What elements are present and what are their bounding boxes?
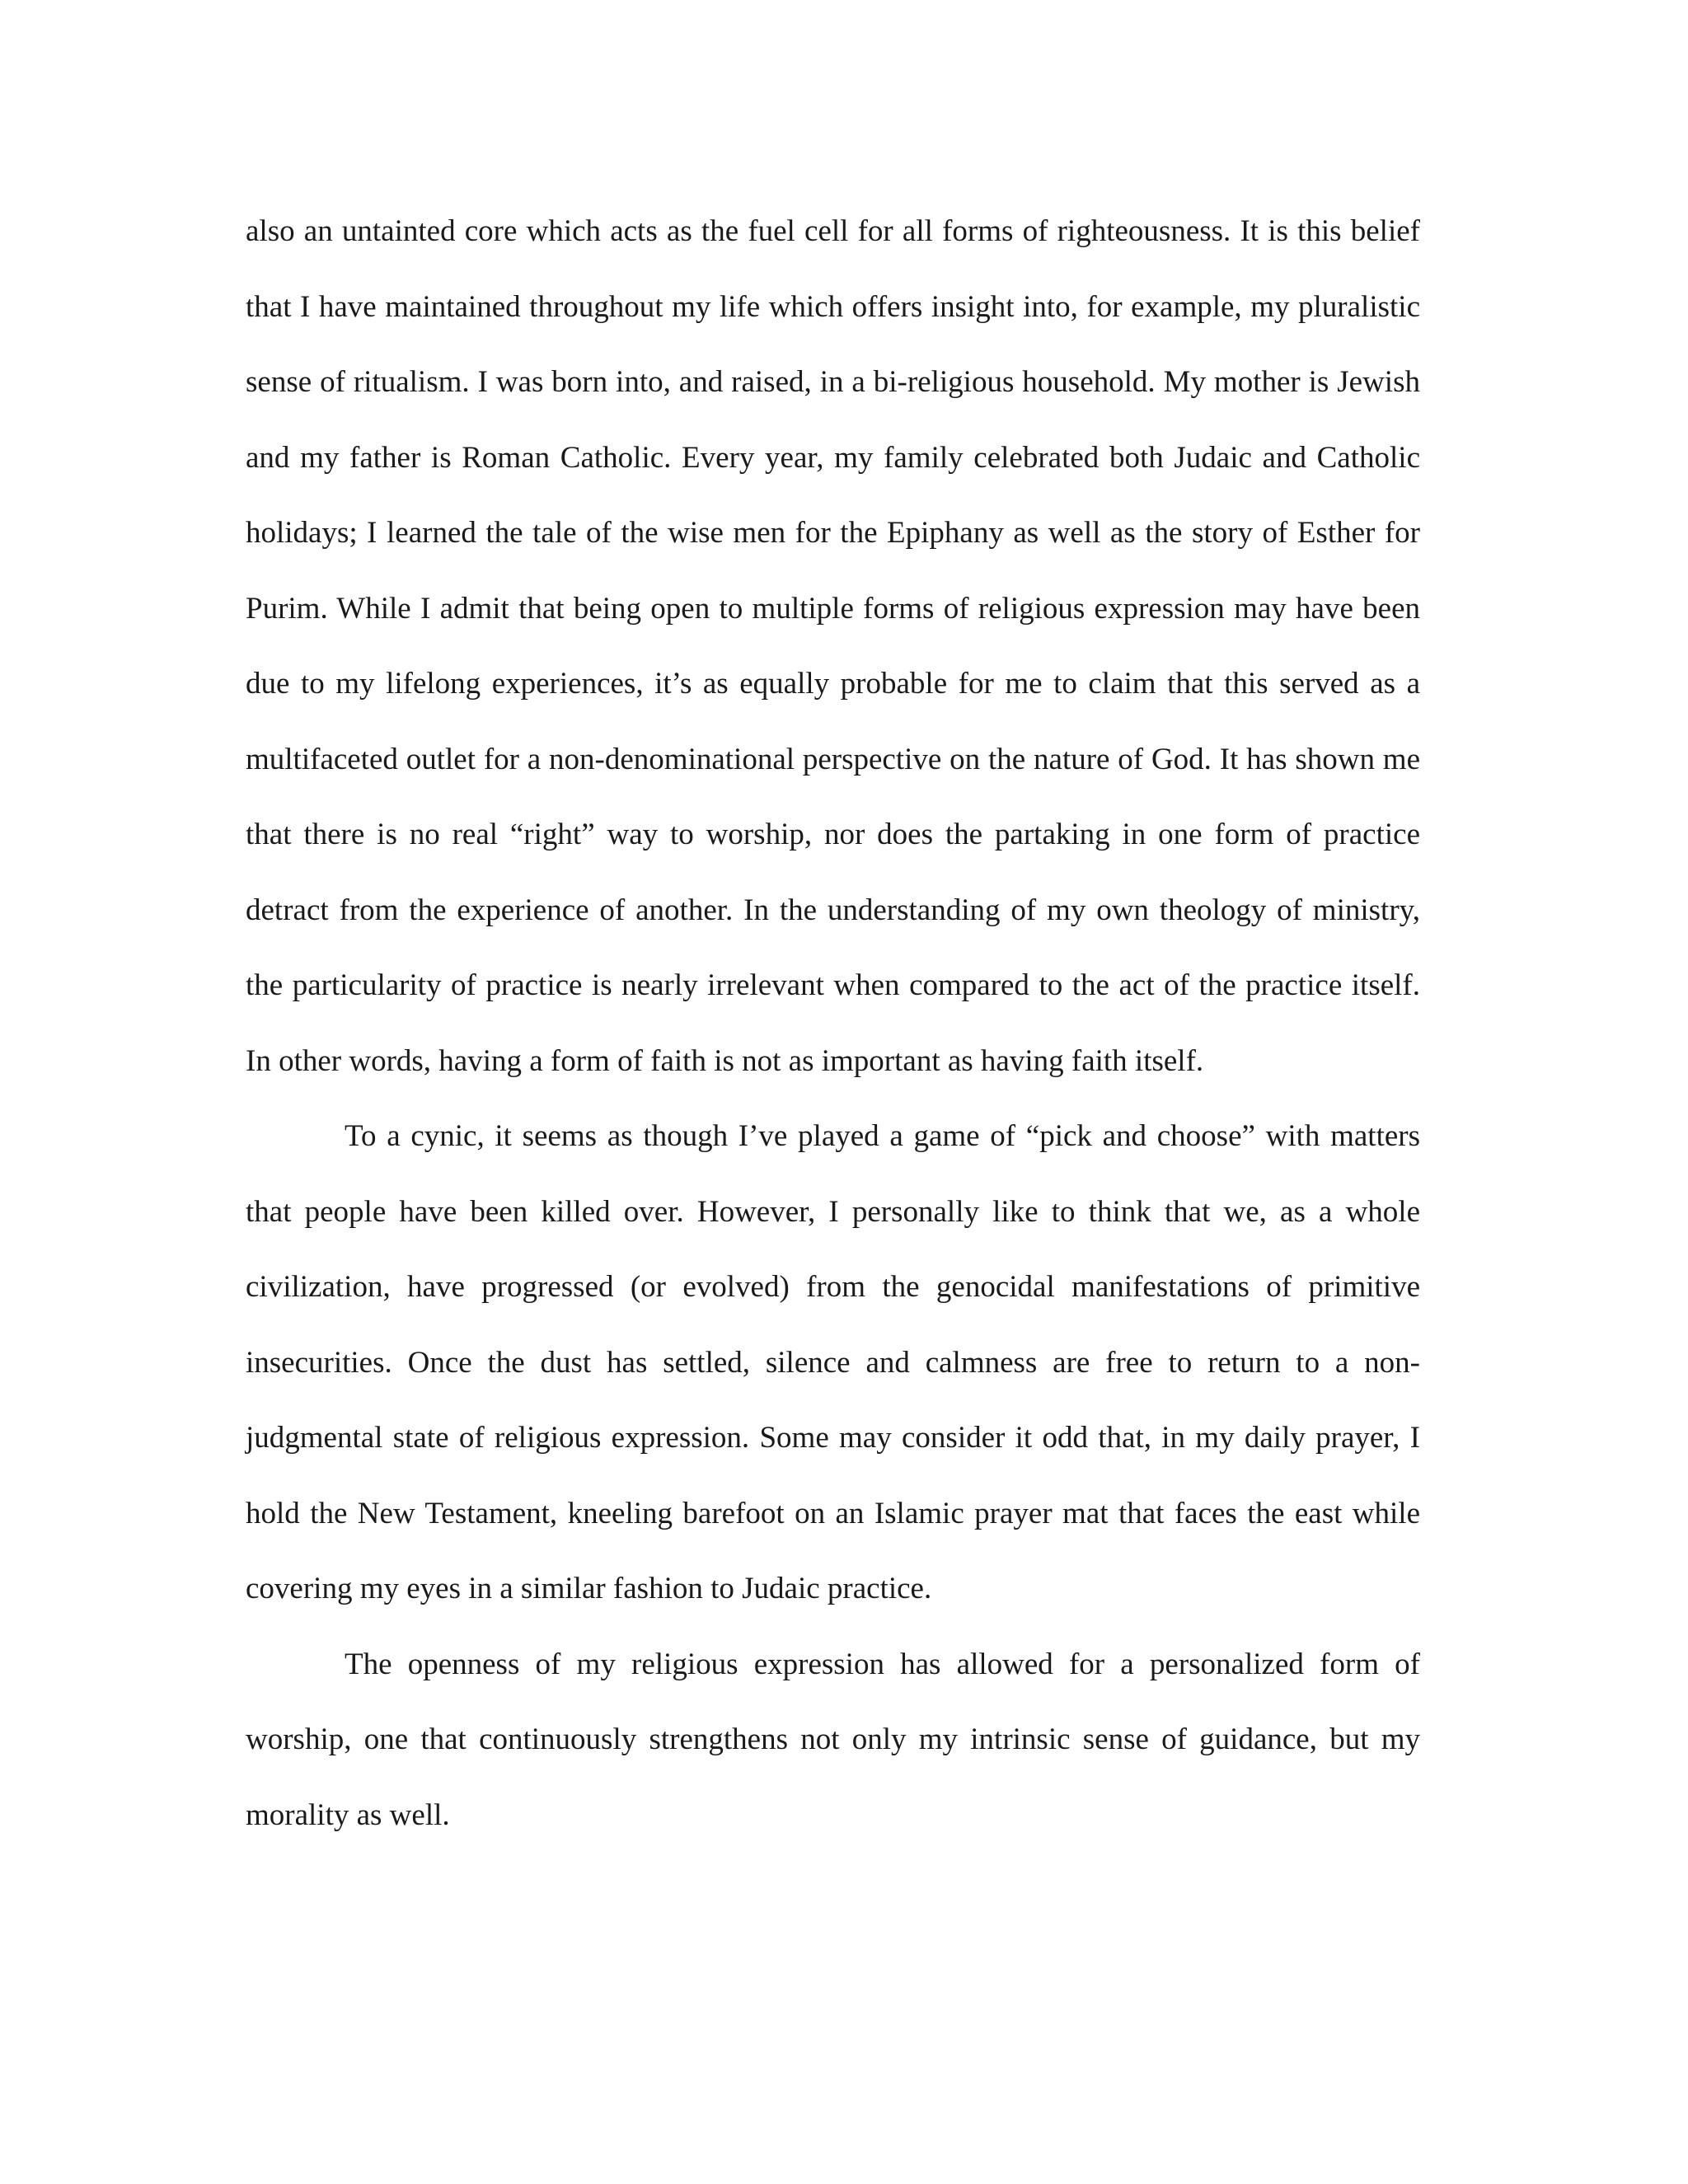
paragraph-3: The openness of my religious expression has allowed for a personalized form of worship, one that continuously strengthens not only my intrinsic sense of guidance, but my morality as well. [246,1647,1420,1832]
paragraph-1: also an untainted core which acts as the fuel cell for all forms of righteousness. It is this belief that I have maintained throughout my life which offers insight into, for example, my pluralistic sense of ritualism. I was born into, and raised, in a bi-religious household. My mother is Jewish and my father is Roman Catholic. Every year, my family celebrated both Judaic and Catholic holidays; I learned the tale of the wise men for the Epiphany as well as the story of Esther for Purim. While I admit that being open to multiple forms of religious expression may have been due to my lifelong experiences, it’s as equally probable for me to claim that this served as a multifaceted outlet for a non-denominational perspective on the nature of God. It has shown me that there is no real “right” way to worship, nor does the partaking in one form of practice detract from the experience of another. In the understanding of my own theology of ministry, the particularity of practice is nearly irrelevant when compared to the act of the practice itself. In other words, having a form of faith is not as important as having faith itself. [246,214,1420,1078]
paragraph-2: To a cynic, it seems as though I’ve played a game of “pick and choose” with matters that people have been killed over. However, I personally like to think that we, as a whole civilization, have progressed (or evolved) from the genocidal manifestations of primitive insecurities. Once the dust has settled, silence and calmness are free to return to a non-judgmental state of religious expression. Some may consider it odd that, in my daily prayer, I hold the New Testament, kneeling barefoot on an Islamic prayer mat that faces the east while covering my eyes in a similar fashion to Judaic practice. [246,1119,1420,1605]
body-text [246,194,1420,1853]
